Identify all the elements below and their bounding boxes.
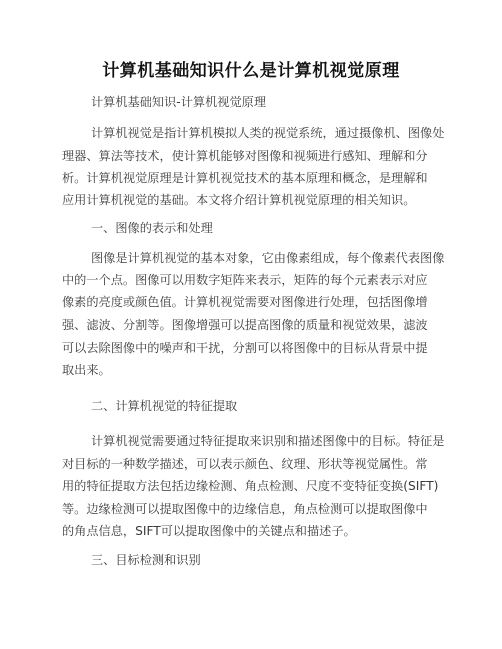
paragraph-line: 理器、算法等技术，使计算机能够对图像和视频进行感知、理解和分 — [62, 149, 428, 163]
document-subtitle: 计算机基础知识-计算机视觉原理 — [91, 95, 267, 109]
section-heading: 一、图像的表示和处理 — [91, 221, 213, 235]
paragraph-line: 应用计算机视觉的基础。本文将介绍计算机视觉原理的相关知识。 — [62, 193, 416, 207]
paragraph-line: 可以去除图像中的噪声和干扰，分割可以将图像中的目标从背景中提 — [62, 341, 428, 355]
section-heading: 二、计算机视觉的特征提取 — [91, 399, 238, 413]
paragraph-line: 计算机视觉需要通过特征提取来识别和描述图像中的目标。特征是 — [91, 434, 445, 448]
paragraph-line: 图像是计算机视觉的基本对象，它由像素组成，每个像素代表图像 — [91, 251, 445, 265]
paragraph-line: 计算机视觉是指计算机模拟人类的视觉系统，通过摄像机、图像处 — [91, 126, 445, 140]
paragraph-line: 的角点信息，SIFT可以提取图像中的关键点和描述子。 — [62, 524, 356, 538]
paragraph-line: 对目标的一种数学描述，可以表示颜色、纹理、形状等视觉属性。常 — [62, 457, 428, 471]
section-heading: 三、目标检测和识别 — [91, 553, 201, 567]
paragraph-line: 强、滤波、分割等。图像增强可以提高图像的质量和视觉效果，滤波 — [62, 318, 428, 332]
document-title: 计算机基础知识什么是计算机视觉原理 — [102, 61, 400, 81]
paragraph-line: 中的一个点。图像可以用数字矩阵来表示，矩阵的每个元素表示对应 — [62, 273, 428, 287]
paragraph-line: 析。计算机视觉原理是计算机视觉技术的基本原理和概念，是理解和 — [62, 171, 428, 185]
paragraph-line: 取出来。 — [62, 363, 111, 377]
paragraph-line: 用的特征提取方法包括边缘检测、角点检测、尺度不变特征变换(SIFT) — [62, 479, 439, 493]
paragraph-line: 像素的亮度或颜色值。计算机视觉需要对图像进行处理，包括图像增 — [62, 295, 428, 309]
paragraph-line: 等。边缘检测可以提取图像中的边缘信息，角点检测可以提取图像中 — [62, 502, 428, 516]
